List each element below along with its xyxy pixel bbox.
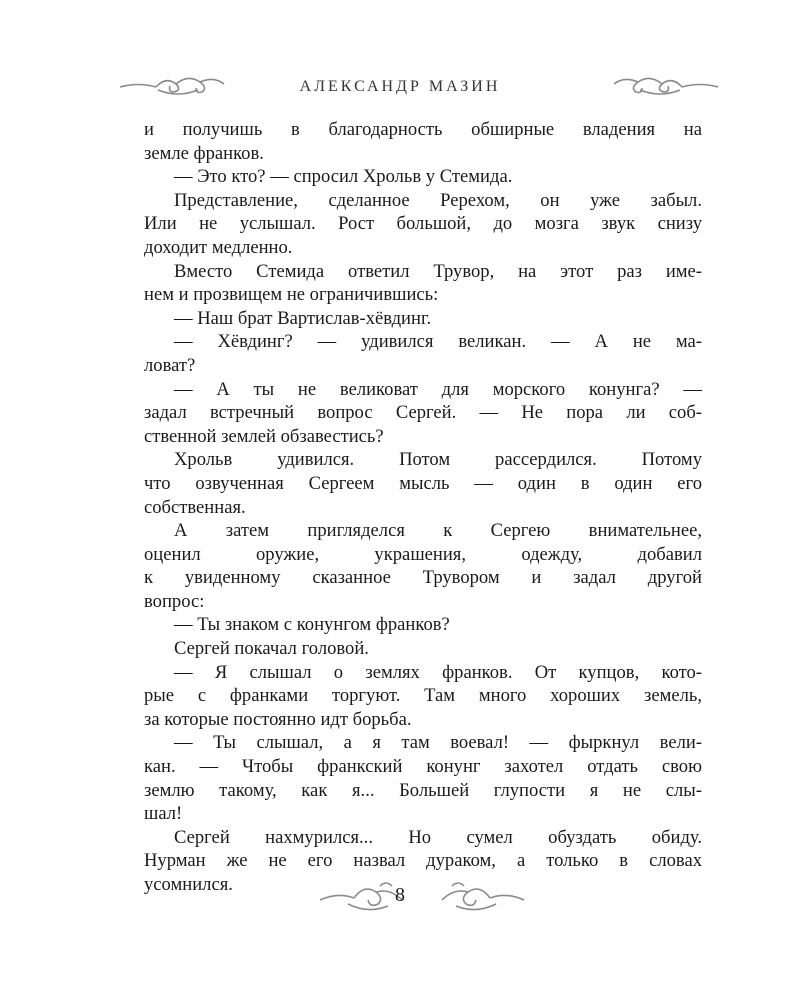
text-line: вопрос:: [144, 590, 205, 612]
text-line: Сергей нахмурился... Но сумел обуздать обиду.: [174, 826, 702, 848]
page-body-text: [144, 118, 702, 897]
text-line: А затем пригляделся к Сергею внимательнее,: [174, 520, 702, 542]
text-line: Сергей покачал головой.: [174, 638, 369, 660]
text-line: — Наш брат Вартислав-хёвдинг.: [174, 307, 432, 329]
text-line: земле франков.: [144, 142, 264, 164]
text-line: Вместо Стемида ответил Трувор, на этот раз име-: [174, 260, 702, 282]
text-line: Или не услышал. Рост большой, до мозга звук снизу: [144, 213, 702, 235]
text-line: землю такому, как я... Большей глупости я не слы-: [144, 779, 702, 801]
text-line: к увиденному сказанное Трувором и задал другой: [144, 567, 702, 589]
text-line: что озвученная Сергеем мысль — один в один его: [144, 472, 702, 494]
text-line: — Это кто? — спросил Хрольв у Стемида.: [174, 166, 513, 188]
text-line: нем и прозвищем не ограничившись:: [144, 284, 439, 306]
text-line: — Хёвдинг? — удивился великан. — А не ма-: [174, 331, 702, 353]
text-line: рые с франками торгуют. Там много хороших земель,: [144, 685, 702, 707]
text-line: доходит медленно.: [144, 236, 293, 258]
text-line: оценил оружие, украшения, одежду, добавил: [144, 543, 702, 565]
text-line: — Ты знаком с конунгом франков?: [174, 614, 450, 636]
text-line: за которые постоянно идт борьба.: [144, 708, 412, 730]
page-number: 8: [395, 884, 405, 906]
page-footer: [0, 878, 800, 918]
text-line: Представление, сделанное Ререхом, он уже забыл.: [174, 189, 702, 211]
right-ornament-icon: [610, 70, 720, 100]
text-line: ственной землей обзавестись?: [144, 425, 384, 447]
text-line: — Ты слышал, а я там воевал! — фыркнул вели-: [174, 732, 702, 754]
text-line: усомнился.: [144, 874, 233, 895]
footer-right-ornament-icon: [440, 880, 526, 916]
text-line: ловат?: [144, 354, 196, 376]
text-line: собственная.: [144, 496, 246, 518]
author-name: АЛЕКСАНДР МАЗИН: [299, 78, 501, 95]
text-line: Нурман же не его назвал дураком, а только в словах: [144, 850, 702, 872]
text-line: — А ты не великоват для морского конунга? —: [174, 378, 702, 400]
text-line: задал встречный вопрос Сергей. — Не пора ли соб-: [144, 402, 702, 424]
text-line: Хрольв удивился. Потом рассердился. Потому: [174, 449, 702, 471]
text-line: — Я слышал о землях франков. От купцов, кото-: [174, 661, 702, 683]
running-header: [0, 64, 800, 114]
text-line: шал!: [144, 803, 183, 825]
text-line: кан. — Чтобы франкский конунг захотел отдать свою: [144, 756, 702, 778]
text-line: и получишь в благодарность обширные владения на: [144, 119, 702, 140]
